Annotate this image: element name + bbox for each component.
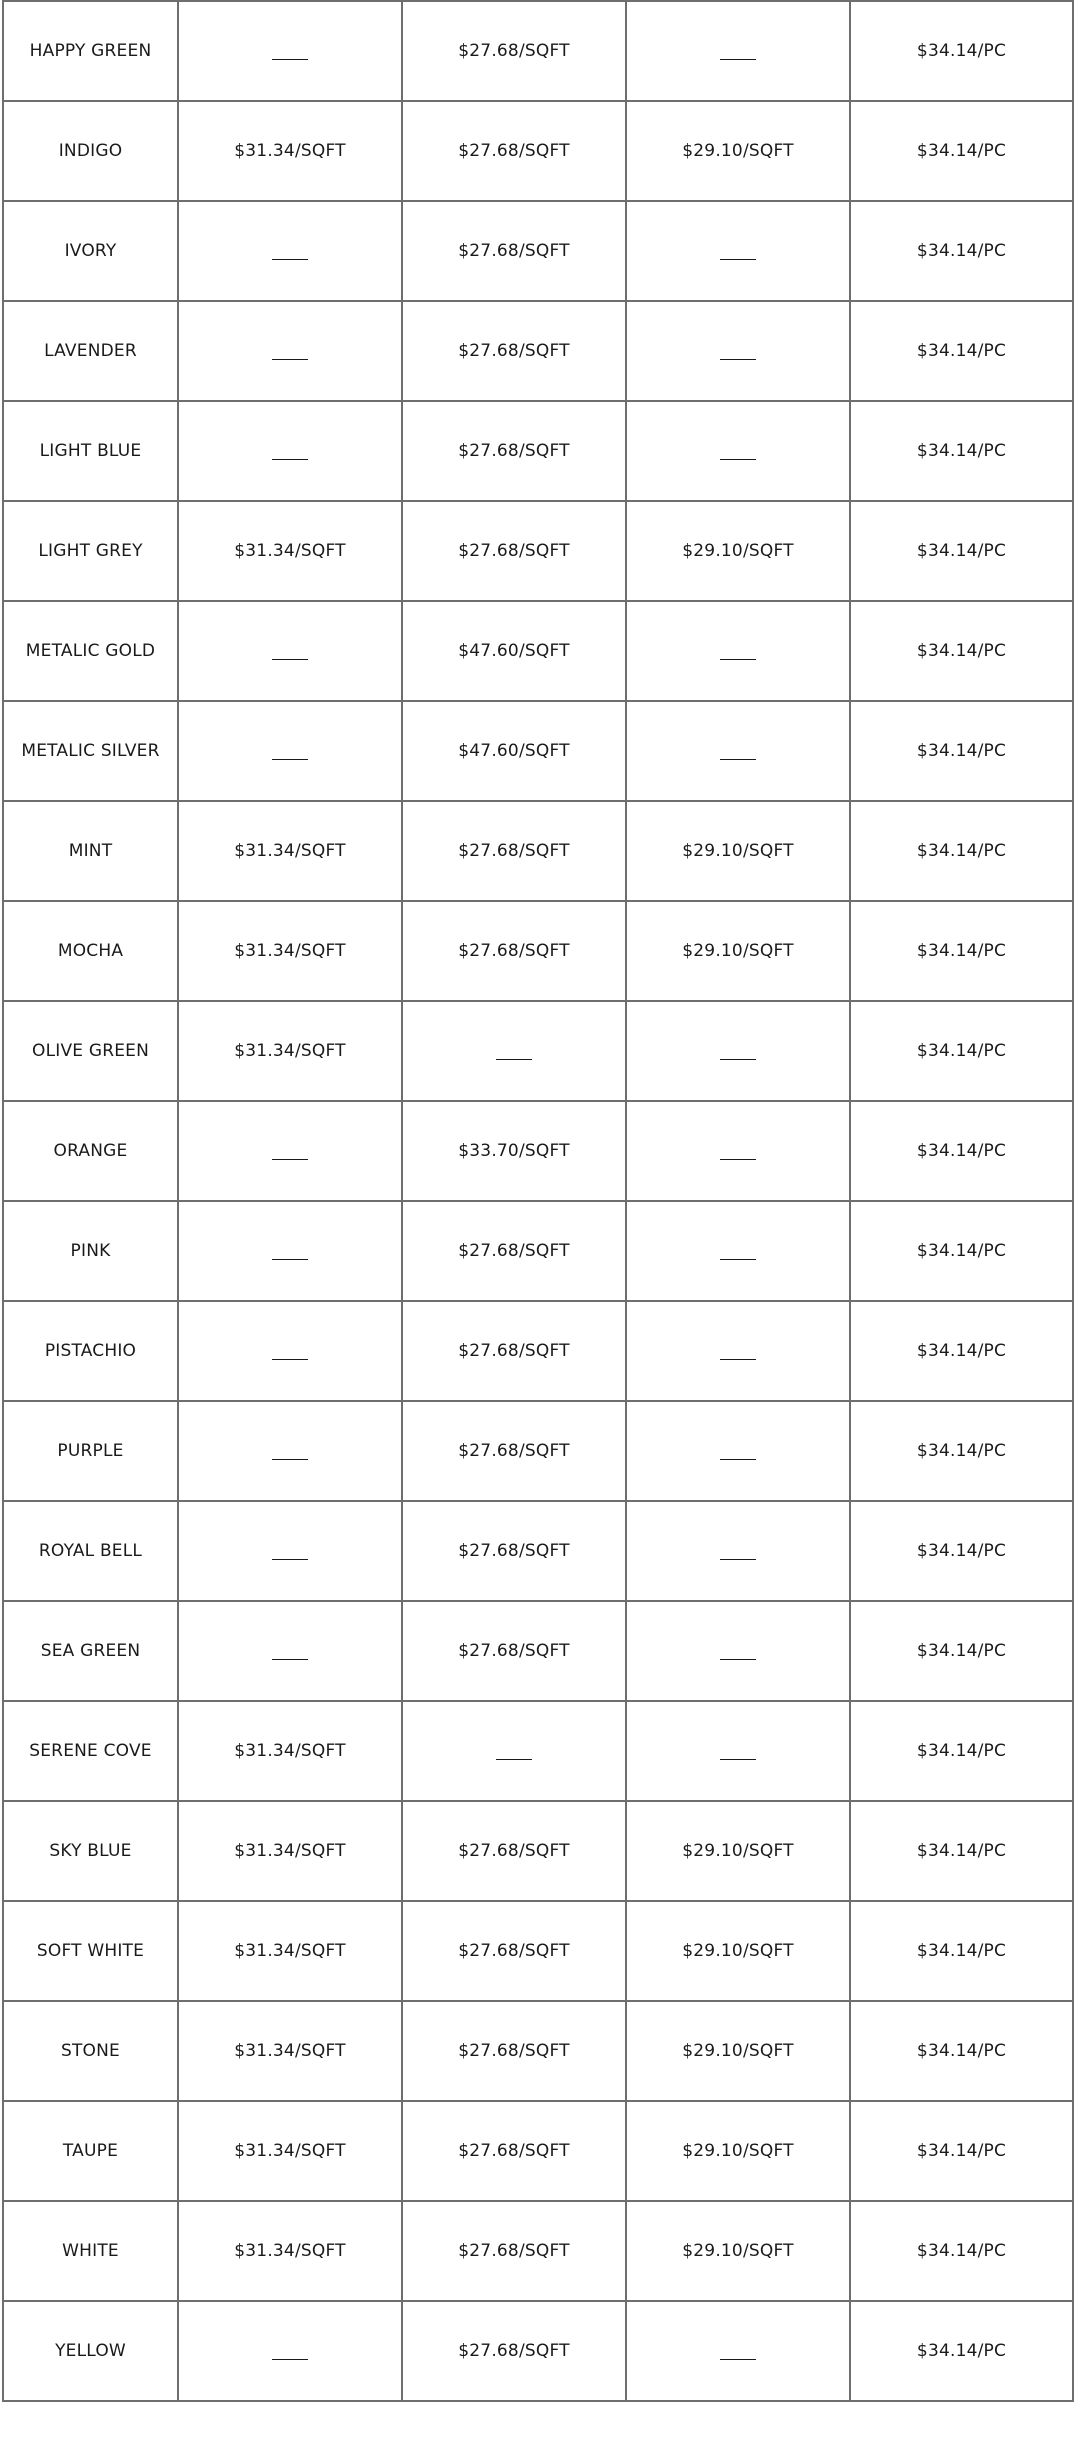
unavailable-cell bbox=[178, 1501, 402, 1601]
price-cell: $27.68/SQFT bbox=[402, 2301, 626, 2401]
unavailable-cell bbox=[178, 2301, 402, 2401]
unavailable-cell bbox=[626, 201, 850, 301]
color-name-cell: IVORY bbox=[3, 201, 178, 301]
price-cell: $47.60/SQFT bbox=[402, 701, 626, 801]
unavailable-dash bbox=[272, 259, 308, 260]
table-row bbox=[3, 1201, 1073, 1301]
color-name-cell: WHITE bbox=[3, 2201, 178, 2301]
unavailable-dash bbox=[272, 1459, 308, 1460]
unavailable-dash bbox=[720, 59, 756, 60]
price-cell: $31.34/SQFT bbox=[178, 1901, 402, 2001]
unavailable-dash bbox=[720, 1059, 756, 1060]
unavailable-cell bbox=[626, 1101, 850, 1201]
price-cell: $27.68/SQFT bbox=[402, 1, 626, 101]
unavailable-cell bbox=[178, 601, 402, 701]
unavailable-cell bbox=[178, 201, 402, 301]
color-name-cell: SERENE COVE bbox=[3, 1701, 178, 1801]
unavailable-dash bbox=[272, 2359, 308, 2360]
color-name-cell: HAPPY GREEN bbox=[3, 1, 178, 101]
price-cell: $29.10/SQFT bbox=[626, 901, 850, 1001]
price-cell: $27.68/SQFT bbox=[402, 201, 626, 301]
price-cell: $27.68/SQFT bbox=[402, 501, 626, 601]
unavailable-cell bbox=[626, 2301, 850, 2401]
table-row bbox=[3, 2001, 1073, 2101]
unavailable-dash bbox=[272, 1159, 308, 1160]
table-row bbox=[3, 1701, 1073, 1801]
unavailable-cell bbox=[178, 1401, 402, 1501]
unavailable-dash bbox=[720, 259, 756, 260]
unavailable-cell bbox=[626, 1001, 850, 1101]
price-cell: $34.14/PC bbox=[850, 2301, 1073, 2401]
table-row bbox=[3, 1501, 1073, 1601]
table-row bbox=[3, 2201, 1073, 2301]
unavailable-cell bbox=[178, 1, 402, 101]
price-cell: $31.34/SQFT bbox=[178, 2101, 402, 2201]
price-cell: $34.14/PC bbox=[850, 501, 1073, 601]
unavailable-dash bbox=[272, 659, 308, 660]
price-cell: $27.68/SQFT bbox=[402, 1801, 626, 1901]
price-cell: $34.14/PC bbox=[850, 2201, 1073, 2301]
unavailable-dash bbox=[720, 1659, 756, 1660]
price-cell: $34.14/PC bbox=[850, 1, 1073, 101]
price-cell: $34.14/PC bbox=[850, 1401, 1073, 1501]
unavailable-cell bbox=[626, 1601, 850, 1701]
unavailable-dash bbox=[720, 1459, 756, 1460]
color-name-cell: LIGHT GREY bbox=[3, 501, 178, 601]
unavailable-cell bbox=[626, 1201, 850, 1301]
price-cell: $27.68/SQFT bbox=[402, 2201, 626, 2301]
unavailable-dash bbox=[720, 459, 756, 460]
price-cell: $27.68/SQFT bbox=[402, 2001, 626, 2101]
unavailable-dash bbox=[496, 1059, 532, 1060]
table-row bbox=[3, 201, 1073, 301]
price-cell: $27.68/SQFT bbox=[402, 1201, 626, 1301]
color-name-cell: PISTACHIO bbox=[3, 1301, 178, 1401]
price-cell: $27.68/SQFT bbox=[402, 301, 626, 401]
price-cell: $27.68/SQFT bbox=[402, 401, 626, 501]
unavailable-dash bbox=[272, 359, 308, 360]
color-name-cell: MINT bbox=[3, 801, 178, 901]
unavailable-cell bbox=[402, 1701, 626, 1801]
price-cell: $29.10/SQFT bbox=[626, 1901, 850, 2001]
unavailable-cell bbox=[626, 1301, 850, 1401]
price-cell: $34.14/PC bbox=[850, 1901, 1073, 2001]
table-row bbox=[3, 501, 1073, 601]
table-row bbox=[3, 701, 1073, 801]
unavailable-dash bbox=[720, 1759, 756, 1760]
color-name-cell: MOCHA bbox=[3, 901, 178, 1001]
color-name-cell: PINK bbox=[3, 1201, 178, 1301]
price-cell: $31.34/SQFT bbox=[178, 801, 402, 901]
price-cell: $31.34/SQFT bbox=[178, 1701, 402, 1801]
unavailable-dash bbox=[720, 359, 756, 360]
unavailable-dash bbox=[272, 1259, 308, 1260]
color-name-cell: STONE bbox=[3, 2001, 178, 2101]
unavailable-cell bbox=[626, 1501, 850, 1601]
unavailable-dash bbox=[496, 1759, 532, 1760]
price-cell: $34.14/PC bbox=[850, 1501, 1073, 1601]
color-name-cell: ROYAL BELL bbox=[3, 1501, 178, 1601]
table-row bbox=[3, 301, 1073, 401]
unavailable-cell bbox=[626, 1401, 850, 1501]
unavailable-dash bbox=[720, 659, 756, 660]
unavailable-cell bbox=[178, 1101, 402, 1201]
color-name-cell: METALIC SILVER bbox=[3, 701, 178, 801]
price-cell: $27.68/SQFT bbox=[402, 101, 626, 201]
unavailable-cell bbox=[626, 1, 850, 101]
price-cell: $27.68/SQFT bbox=[402, 1501, 626, 1601]
color-name-cell: INDIGO bbox=[3, 101, 178, 201]
unavailable-dash bbox=[272, 1359, 308, 1360]
color-name-cell: LAVENDER bbox=[3, 301, 178, 401]
price-cell: $34.14/PC bbox=[850, 1301, 1073, 1401]
price-cell: $34.14/PC bbox=[850, 601, 1073, 701]
unavailable-dash bbox=[720, 1159, 756, 1160]
table-row bbox=[3, 1401, 1073, 1501]
color-name-cell: METALIC GOLD bbox=[3, 601, 178, 701]
unavailable-cell bbox=[178, 301, 402, 401]
price-cell: $31.34/SQFT bbox=[178, 1001, 402, 1101]
color-name-cell: SEA GREEN bbox=[3, 1601, 178, 1701]
price-cell: $34.14/PC bbox=[850, 701, 1073, 801]
price-cell: $34.14/PC bbox=[850, 1201, 1073, 1301]
price-cell: $34.14/PC bbox=[850, 201, 1073, 301]
price-cell: $27.68/SQFT bbox=[402, 2101, 626, 2201]
price-cell: $31.34/SQFT bbox=[178, 2201, 402, 2301]
unavailable-cell bbox=[626, 401, 850, 501]
color-name-cell: TAUPE bbox=[3, 2101, 178, 2201]
price-cell: $27.68/SQFT bbox=[402, 1601, 626, 1701]
color-name-cell: SKY BLUE bbox=[3, 1801, 178, 1901]
price-cell: $34.14/PC bbox=[850, 2001, 1073, 2101]
price-cell: $47.60/SQFT bbox=[402, 601, 626, 701]
unavailable-cell bbox=[626, 1701, 850, 1801]
color-name-cell: YELLOW bbox=[3, 2301, 178, 2401]
price-cell: $34.14/PC bbox=[850, 1701, 1073, 1801]
color-name-cell: OLIVE GREEN bbox=[3, 1001, 178, 1101]
price-cell: $34.14/PC bbox=[850, 401, 1073, 501]
table-row bbox=[3, 1001, 1073, 1101]
price-cell: $34.14/PC bbox=[850, 801, 1073, 901]
price-cell: $27.68/SQFT bbox=[402, 1401, 626, 1501]
price-cell: $31.34/SQFT bbox=[178, 1801, 402, 1901]
price-cell: $29.10/SQFT bbox=[626, 801, 850, 901]
unavailable-dash bbox=[720, 2359, 756, 2360]
unavailable-cell bbox=[178, 701, 402, 801]
price-cell: $27.68/SQFT bbox=[402, 1301, 626, 1401]
price-cell: $34.14/PC bbox=[850, 2101, 1073, 2201]
unavailable-dash bbox=[272, 459, 308, 460]
unavailable-dash bbox=[720, 1259, 756, 1260]
price-cell: $34.14/PC bbox=[850, 101, 1073, 201]
price-cell: $31.34/SQFT bbox=[178, 501, 402, 601]
unavailable-dash bbox=[720, 1559, 756, 1560]
table-row bbox=[3, 1, 1073, 101]
price-cell: $29.10/SQFT bbox=[626, 2101, 850, 2201]
unavailable-dash bbox=[272, 759, 308, 760]
table-row bbox=[3, 1101, 1073, 1201]
table-row bbox=[3, 1601, 1073, 1701]
unavailable-dash bbox=[720, 759, 756, 760]
color-name-cell: PURPLE bbox=[3, 1401, 178, 1501]
color-name-cell: ORANGE bbox=[3, 1101, 178, 1201]
price-cell: $31.34/SQFT bbox=[178, 901, 402, 1001]
unavailable-dash bbox=[272, 1659, 308, 1660]
price-cell: $29.10/SQFT bbox=[626, 2001, 850, 2101]
unavailable-dash bbox=[720, 1359, 756, 1360]
unavailable-cell bbox=[626, 301, 850, 401]
price-cell: $29.10/SQFT bbox=[626, 1801, 850, 1901]
table-row bbox=[3, 101, 1073, 201]
price-table-body bbox=[3, 1, 1073, 2401]
unavailable-cell bbox=[178, 1601, 402, 1701]
unavailable-dash bbox=[272, 59, 308, 60]
price-cell: $34.14/PC bbox=[850, 901, 1073, 1001]
price-table bbox=[2, 0, 1074, 2402]
table-row bbox=[3, 401, 1073, 501]
table-row bbox=[3, 1801, 1073, 1901]
table-row bbox=[3, 601, 1073, 701]
price-cell: $33.70/SQFT bbox=[402, 1101, 626, 1201]
table-row bbox=[3, 901, 1073, 1001]
unavailable-dash bbox=[272, 1559, 308, 1560]
table-row bbox=[3, 1301, 1073, 1401]
price-cell: $29.10/SQFT bbox=[626, 501, 850, 601]
price-cell: $34.14/PC bbox=[850, 1601, 1073, 1701]
price-cell: $31.34/SQFT bbox=[178, 101, 402, 201]
price-cell: $34.14/PC bbox=[850, 1801, 1073, 1901]
price-cell: $31.34/SQFT bbox=[178, 2001, 402, 2101]
price-cell: $27.68/SQFT bbox=[402, 801, 626, 901]
price-cell: $29.10/SQFT bbox=[626, 101, 850, 201]
color-name-cell: LIGHT BLUE bbox=[3, 401, 178, 501]
table-row bbox=[3, 801, 1073, 901]
price-cell: $29.10/SQFT bbox=[626, 2201, 850, 2301]
unavailable-cell bbox=[178, 1201, 402, 1301]
table-row bbox=[3, 2301, 1073, 2401]
price-cell: $27.68/SQFT bbox=[402, 1901, 626, 2001]
price-cell: $34.14/PC bbox=[850, 1001, 1073, 1101]
price-cell: $34.14/PC bbox=[850, 1101, 1073, 1201]
unavailable-cell bbox=[178, 401, 402, 501]
price-cell: $27.68/SQFT bbox=[402, 901, 626, 1001]
color-name-cell: SOFT WHITE bbox=[3, 1901, 178, 2001]
table-row bbox=[3, 2101, 1073, 2201]
unavailable-cell bbox=[178, 1301, 402, 1401]
table-row bbox=[3, 1901, 1073, 2001]
price-cell: $34.14/PC bbox=[850, 301, 1073, 401]
unavailable-cell bbox=[402, 1001, 626, 1101]
unavailable-cell bbox=[626, 701, 850, 801]
unavailable-cell bbox=[626, 601, 850, 701]
